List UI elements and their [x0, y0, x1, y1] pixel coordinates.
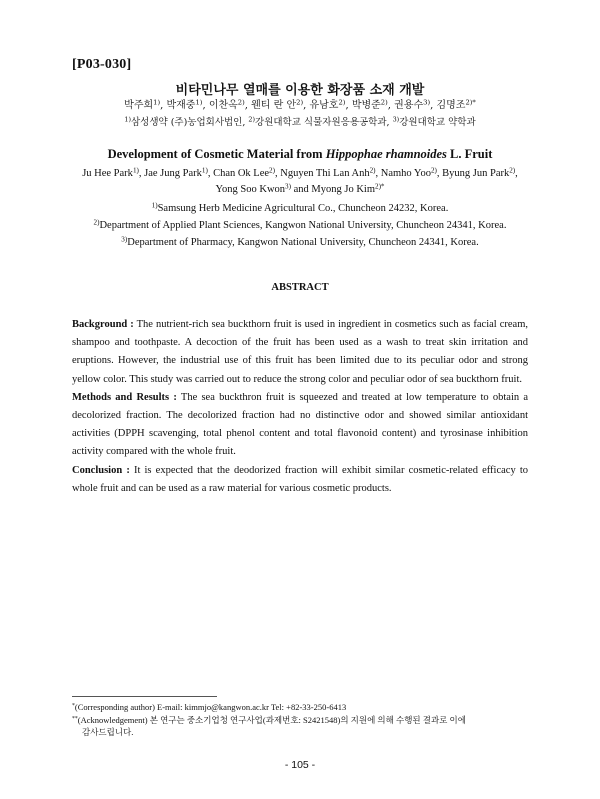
korean-author: 이찬옥$^{2)}$	[208, 98, 245, 111]
english-affiliation: $^{3)}$Department of Pharmacy, Kangwon National University, Chuncheon 24341, Korea.	[121, 235, 479, 248]
english-author: Chan Ok Lee$^{2)}$	[213, 166, 275, 179]
corresponding-author-note: *(Corresponding author) E-mail: kimmjo@kangwon.ac.kr Tel: +82-33-250-6413	[72, 702, 347, 712]
abstract-methods-results: Methods and Results : The sea buckthron fruit is squeezed and treated at low temperature to obtain a decolorized fraction. The decolorized fraction had no distinctive odor and showed similar antioxidant activities (DPPH scavenging, total phenol content and total flavonoid content) and tyrosinase inhibition activity compared with the whole fruit.	[72, 391, 529, 458]
english-authors: Ju Hee Park$^{1)}$, Jae Jung Park$^{1)}$, Chan Ok Lee$^{2)}$, Nguyen Thi Lan Anh$^{2)}$, Namho Yoo$^{2)}$, Byung Jun Park$^{2)}$, Yong Soo Kwon$^{3)}$ and Myong Jo Kim$^{2)*}$	[82, 166, 518, 195]
footnotes	[72, 701, 532, 739]
korean-affiliations: $^{1)}$삼성생약 (주)농업회사법인, $^{2)}$강원대학교 식물자원응용공학과, $^{3)}$강원대학교 약학과	[124, 115, 476, 128]
abstract-body	[72, 316, 528, 498]
korean-authors: 박주희$^{1)}$, 박재중$^{1)}$, 이찬옥$^{2)}$, 웬티 란 안$^{2)}$, 유남호$^{2)}$, 박병준$^{2)}$, 권용수$^{3)}$, 김명조$^{2)*}$	[124, 98, 476, 111]
abstract-background: Background : The nutrient-rich sea buckthorn fruit is used in ingredient in cosmetics such as facial cream, shampoo and toothpaste. A decoction of the fruit has been used as a wash to treat skin irritation and eruptions. However, the industrial use of this fruit has been limited due to its peculiar odor and strong yellow color. This study was carried out to reduce the strong color and peculiar odor of sea buckthorn fruit.	[72, 319, 529, 385]
english-author: Myong Jo Kim$^{2)*}$	[311, 182, 385, 195]
abstract-code: [P03-030]	[72, 57, 132, 72]
korean-title: 비타민나무 열매를 이용한 화장품 소재 개발	[175, 83, 425, 98]
page-number: - 105 -	[284, 759, 316, 771]
english-author: Byung Jun Park$^{2)}$	[442, 166, 516, 179]
korean-affiliation: $^{2)}$강원대학교 식물자원응용공학과	[248, 115, 387, 128]
section-label: Methods and Results :	[72, 391, 177, 403]
korean-author: 김명조$^{2)*}$	[436, 98, 476, 111]
english-author: Namho Yoo$^{2)}$	[380, 166, 437, 179]
section-label: Background :	[72, 319, 134, 330]
acknowledgement-note-cont: 감사드립니다.	[82, 727, 134, 737]
english-author: Ju Hee Park$^{1)}$	[82, 166, 139, 179]
abstract-conclusion: Conclusion : It is expected that the deodorized fraction will exhibit similar cosmetic-related efficacy to whole fruit and can be used as a raw material for various cosmetic products.	[72, 464, 528, 494]
korean-author: 웬티 란 안$^{2)}$	[251, 98, 304, 111]
english-title: Development of Cosmetic Material from Hippophae rhamnoides L. Fruit	[107, 147, 493, 161]
acknowledgement-note: **(Acknowledgement) 본 연구는 중소기업청 연구사업(과제번호: S2421548)의 지원에 의해 수행된 결과로 이에	[72, 714, 466, 725]
english-author: Jae Jung Park$^{1)}$	[144, 166, 208, 179]
footnote-divider	[72, 696, 217, 697]
korean-affiliation: $^{3)}$강원대학교 약학과	[392, 115, 476, 128]
section-label: Conclusion :	[72, 464, 130, 476]
korean-affiliation: $^{1)}$삼성생약 (주)농업회사법인	[124, 115, 243, 128]
abstract-heading: ABSTRACT	[271, 282, 329, 293]
english-affiliation: $^{1)}$Samsung Herb Medicine Agricultural Co., Chuncheon 24232, Korea.	[151, 201, 449, 214]
english-author: Yong Soo Kwon$^{3)}$	[215, 182, 291, 195]
species-name: Hippophae rhamnoides	[325, 147, 447, 161]
korean-author: 박병준$^{2)}$	[351, 98, 388, 111]
korean-author: 박재중$^{1)}$	[166, 98, 203, 111]
korean-author: 유남호$^{2)}$	[309, 98, 346, 111]
english-affiliation: $^{2)}$Department of Applied Plant Sciences, Kangwon National University, Chuncheon 24341, Korea.	[93, 218, 507, 231]
english-author: Nguyen Thi Lan Anh$^{2)}$	[280, 166, 376, 179]
korean-author: 권용수$^{3)}$	[394, 98, 431, 111]
english-affiliations	[70, 200, 530, 251]
korean-author: 박주희$^{1)}$	[124, 98, 161, 111]
